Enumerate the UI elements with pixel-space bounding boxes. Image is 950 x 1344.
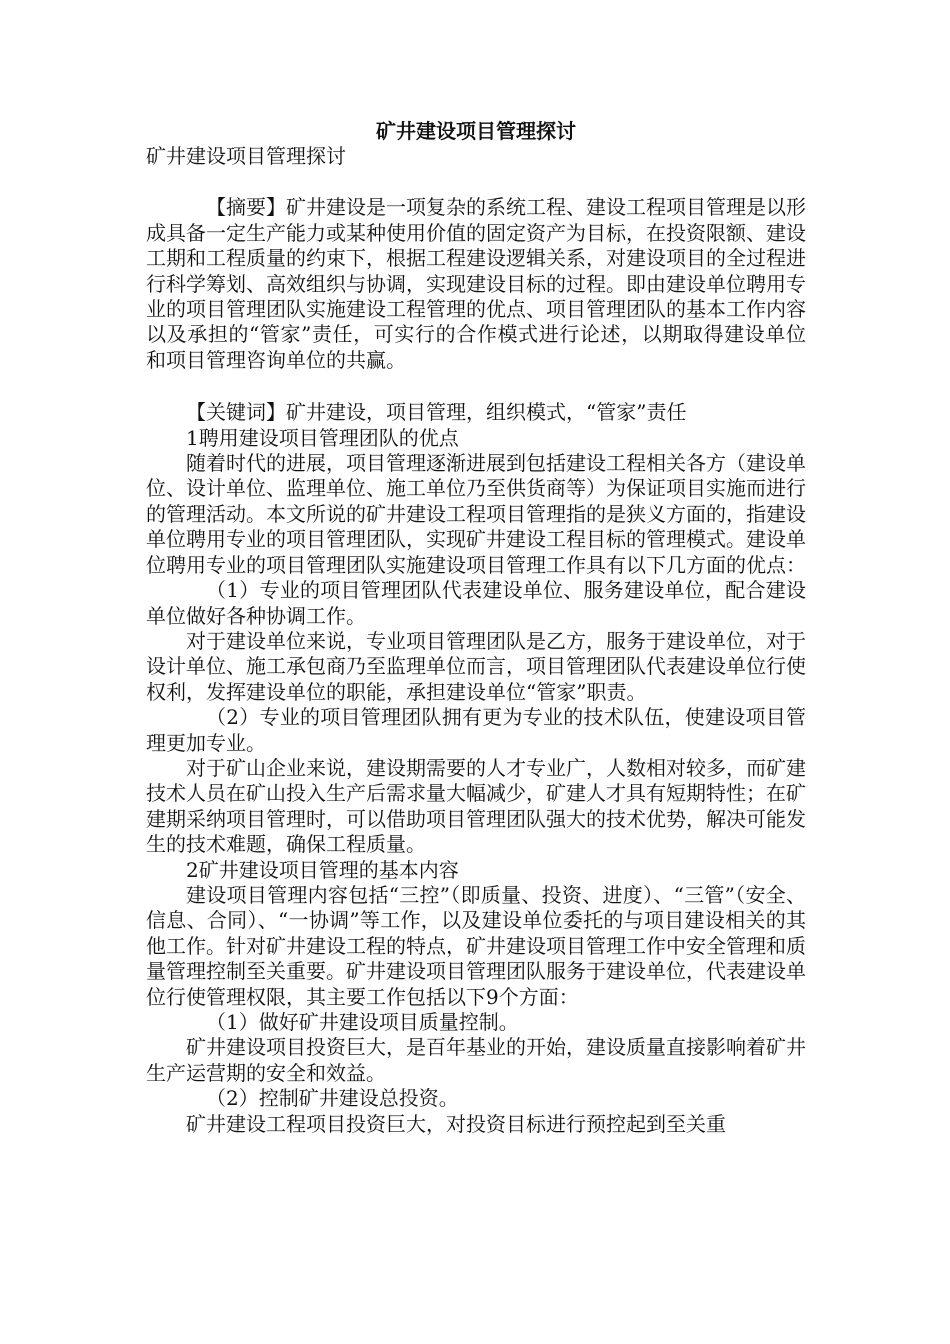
document-title: 矿井建设项目管理探讨	[376, 119, 576, 143]
body-paragraph: 建设项目管理内容包括“三控”（即质量、投资、进度）、“三管”（安全、信息、合同）、“一协调”等工作，以及建设单位委托的与项目建设相关的其他工作。针对矿井建设工程的特点，矿井建设项目管理工作中安全管理和质量管理控制至关重要。矿井建设项目管理团队服务于建设单位，代表建设单位行使管理权限，其主要工作包括以下9个方面：	[146, 882, 806, 1009]
spacer	[146, 169, 806, 195]
list-item: （2）控制矿井建设总投资。	[206, 1086, 459, 1111]
document-subtitle: 矿井建设项目管理探讨	[146, 144, 346, 168]
section-1-heading: 1聘用建设项目管理团队的优点	[186, 425, 459, 450]
document-body	[146, 118, 806, 1137]
section-2-heading: 2矿井建设项目管理的基本内容	[186, 857, 459, 882]
list-item: （1）做好矿井建设项目质量控制。	[206, 1010, 519, 1034]
body-paragraph: 随着时代的进展，项目管理逐渐进展到包括建设工程相关各方（建设单位、设计单位、监理单位、施工单位乃至供货商等）为保证项目实施而进行的管理活动。本文所说的矿井建设工程项目管理指的是狭义方面的，指建设单位聘用专业的项目管理团队，实现矿井建设工程目标的管理模式。建设单位聘用专业的项目管理团队实施建设项目管理工作具有以下几方面的优点：	[146, 451, 806, 577]
abstract-paragraph: 【摘要】矿井建设是一项复杂的系统工程、建设工程项目管理是以形成具备一定生产能力或某种使用价值的固定资产为目标，在投资限额、建设工期和工程质量的约束下，根据工程建设逻辑关系，对建设项目的全过程进行科学筹划、高效组织与协调，实现建设目标的过程。即由建设单位聘用专业的项目管理团队实施建设工程管理的优点、项目管理团队的基本工作内容以及承担的“管家”责任，可实行的合作模式进行论述，以期取得建设单位和项目管理咨询单位的共赢。	[146, 195, 806, 372]
body-paragraph: 矿井建设项目投资巨大，是百年基业的开始，建设质量直接影响着矿井生产运营期的安全和效益。	[146, 1035, 806, 1085]
body-paragraph: 矿井建设工程项目投资巨大，对投资目标进行预控起到至关重	[186, 1111, 726, 1136]
spacer	[146, 373, 806, 400]
keywords-paragraph: 【关键词】矿井建设，项目管理，组织模式，“管家”责任	[186, 400, 687, 425]
list-item: （1）专业的项目管理团队代表建设单位、服务建设单位，配合建设单位做好各种协调工作。	[146, 578, 806, 628]
list-item: （2）专业的项目管理团队拥有更为专业的技术队伍，使建设项目管理更加专业。	[146, 705, 806, 755]
body-paragraph: 对于矿山企业来说，建设期需要的人才专业广，人数相对较多，而矿建技术人员在矿山投入生产后需求量大幅减少，矿建人才具有短期特性；在矿建期采纳项目管理时，可以借助项目管理团队强大的技术优势，解决可能发生的技术难题，确保工程质量。	[146, 755, 806, 857]
body-paragraph: 对于建设单位来说，专业项目管理团队是乙方，服务于建设单位，对于设计单位、施工承包商乃至监理单位而言，项目管理团队代表建设单位行使权利，发挥建设单位的职能，承担建设单位“管家”职责。	[146, 628, 806, 704]
